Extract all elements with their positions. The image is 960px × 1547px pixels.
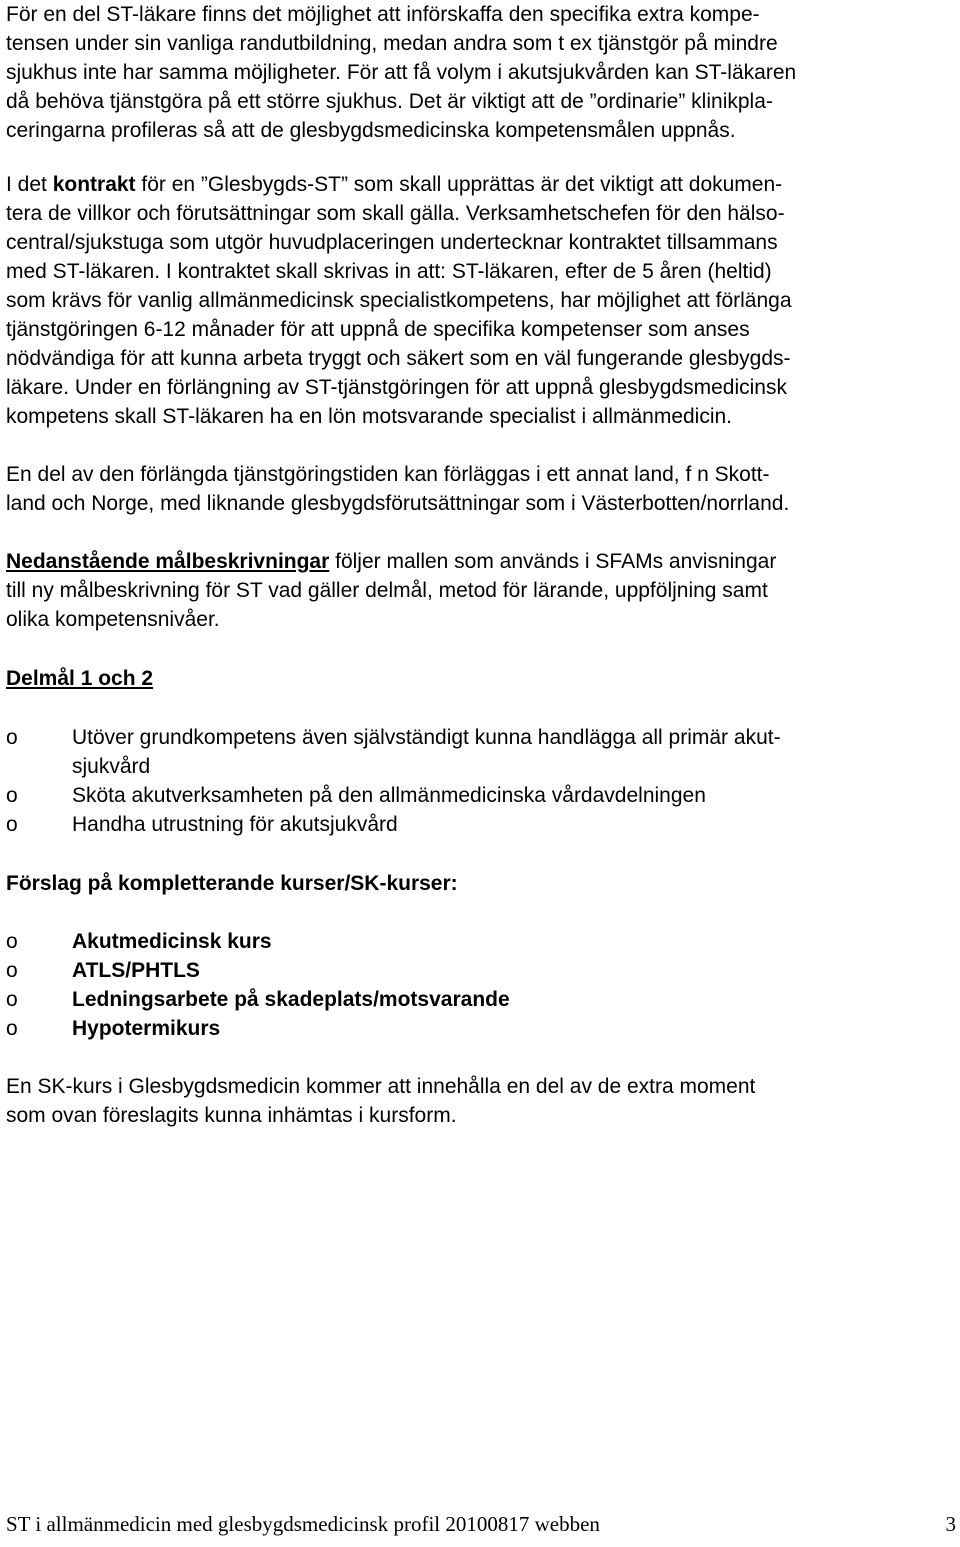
contract-paragraph-start: I det xyxy=(6,173,53,196)
goals-intro-rest: följer mallen som används i SFAMs anvisningar till ny målbeskrivning för ST vad gäller delmål, metod för lärande, uppföljning samt olika kompetensnivåer. xyxy=(6,550,777,631)
contract-keyword: kontrakt xyxy=(52,173,136,196)
list-item-text: Handha utrustning för akutsjukvård xyxy=(72,813,398,836)
list-item xyxy=(6,927,510,956)
list-item xyxy=(6,810,781,839)
goals-intro-paragraph xyxy=(6,547,776,634)
page-number: 3 xyxy=(945,1512,956,1536)
contract-paragraph-rest: för en ”Glesbygds-ST” som skall upprättas är det viktigt att dokumen- tera de villkor och förutsättningar som skall gälla. Verksamhetschefen för den hälso- central/sjukstuga som utgör huvudplaceringen undertecknar kontraktet tillsammans med ST-läkaren. I kontraktet skall skrivas in att: ST-läkaren, efter de 5 åren (heltid) som krävs för vanlig allmänmedicinsk specialistkompetens, har möjlighet att förlänga tjänstgöringen 6-12 månader för att uppnå de specifika kompetenser som anses nödvändiga för att kunna arbeta tryggt och säkert som en väl fungerande glesbygds- läkare. Under en förlängning av ST-tjänstgöringen för att uppnå glesbygdsmedicinsk kompetens skall ST-läkaren ha en lön motsvarande specialist i allmänmedicin. xyxy=(6,173,792,428)
bullet-marker: o xyxy=(6,930,18,953)
abroad-paragraph: En del av den förlängda tjänstgöringstiden kan förläggas i ett annat land, f n Skott- land och Norge, med liknande glesbygdsförutsättningar som i Västerbotten/norrland. xyxy=(6,463,790,515)
goals-keyword-text: Nedanstående målbeskrivningar xyxy=(6,550,330,573)
list-item xyxy=(6,781,781,810)
delmal-list xyxy=(6,723,781,839)
intro-paragraph: För en del ST-läkare finns det möjlighet att införskaffa den specifika extra kompe- tensen under sin vanliga randutbildning, medan andra som t ex tjänstgör på mindre sjukhus inte har samma möjligheter. För att få volym i akutsjukvården kan ST-läkaren då behöva tjänstgöra på ett större sjukhus. Det är viktigt att de ”ordinarie” klinikpla- ceringarna profileras så att de glesbygdsmedicinska kompetensmålen uppnås. xyxy=(6,3,797,142)
bullet-marker: o xyxy=(6,1017,18,1040)
list-item-text: Ledningsarbete på skadeplats/motsvarande xyxy=(72,988,510,1011)
bullet-marker: o xyxy=(6,726,18,749)
delmal-heading: Delmål 1 och 2 xyxy=(6,667,154,690)
list-item-text: Sköta akutverksamheten på den allmänmedicinska vårdavdelningen xyxy=(72,784,706,807)
list-item xyxy=(6,723,781,781)
bullet-marker: o xyxy=(6,784,18,807)
list-item-text: Utöver grundkompetens även självständigt kunna handlägga all primär akut- sjukvård xyxy=(72,726,781,778)
list-item-text: Akutmedicinsk kurs xyxy=(72,930,272,953)
bullet-marker: o xyxy=(6,959,18,982)
list-item xyxy=(6,985,510,1014)
bullet-marker: o xyxy=(6,813,18,836)
kurser-list xyxy=(6,927,510,1043)
sk-course-paragraph: En SK-kurs i Glesbygdsmedicin kommer att innehålla en del av de extra moment som ovan föreslagits kunna inhämtas i kursform. xyxy=(6,1075,756,1127)
kurser-heading: Förslag på kompletterande kurser/SK-kurser: xyxy=(6,872,458,895)
footer-title: ST i allmänmedicin med glesbygdsmedicinsk profil 20100817 webben xyxy=(6,1512,600,1536)
goals-keyword xyxy=(6,550,329,573)
list-item xyxy=(6,956,510,985)
bullet-marker: o xyxy=(6,988,18,1011)
page-footer xyxy=(6,1510,956,1539)
list-item xyxy=(6,1014,510,1043)
list-item-text: ATLS/PHTLS xyxy=(72,959,200,982)
list-item-text: Hypotermikurs xyxy=(72,1017,221,1040)
contract-paragraph xyxy=(6,170,792,431)
